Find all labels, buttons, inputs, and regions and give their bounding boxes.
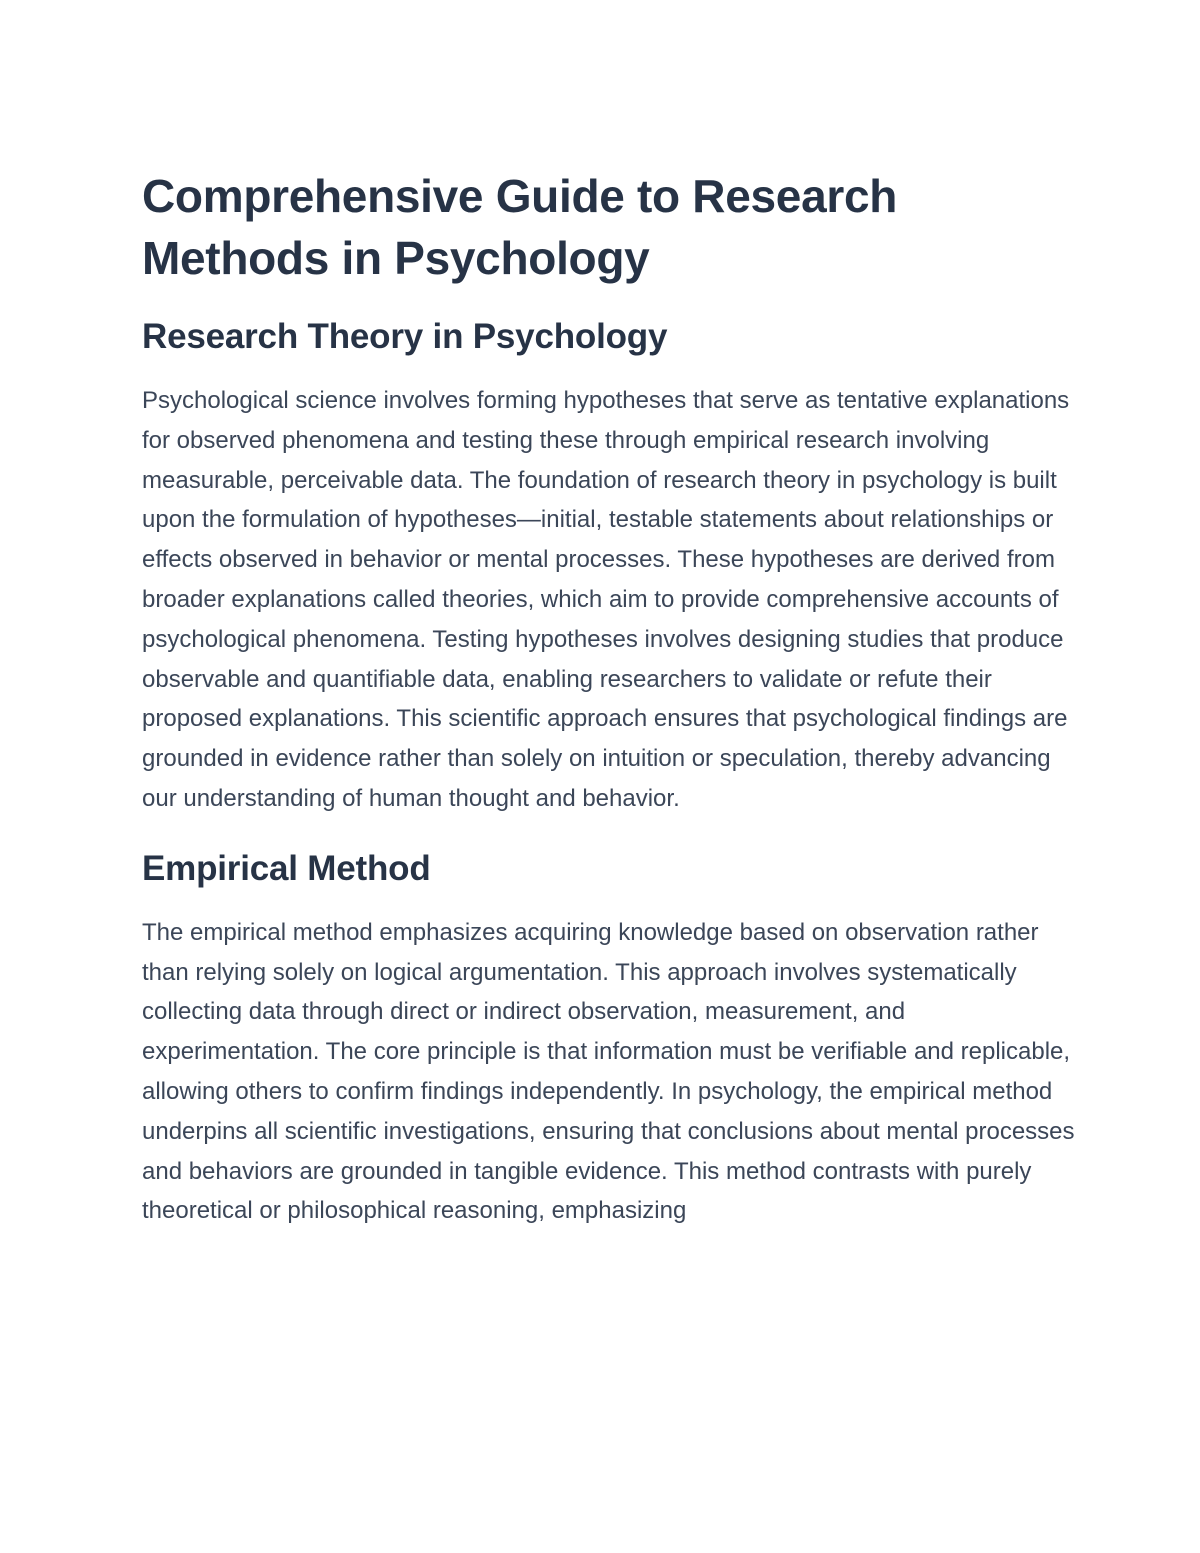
section-heading-research-theory: Research Theory in Psychology (142, 317, 668, 356)
section-body-empirical-method: The empirical method emphasizes acquiring knowledge based on observation rather than relying solely on logical argumentation. This approach involves systematically collecting data through direct or indirect observation, measurement, and experimentation. The core principle is that information must be verifiable and replicable, allowing others to confirm findings independently. In psychology, the empirical method underpins all scientific investigations, ensuring that conclusions about mental processes and behaviors are grounded in tangible evidence. This method contrasts with purely theoretical or philosophical reasoning, emphasizing (142, 918, 1075, 1225)
document-content (142, 165, 1082, 1231)
document-title: Comprehensive Guide to Research Methods in Psychology (142, 170, 898, 284)
section-heading-empirical-method: Empirical Method (142, 848, 431, 888)
section-body-research-theory: Psychological science involves forming hypotheses that serve as tentative explanations for observed phenomena and testing these through empirical research involving measurable, perceivable data. The foundation of research theory in psychology is built upon the formulation of hypotheses—initial, testable statements about relationships or effects observed in behavior or mental processes. These hypotheses are derived from broader explanations called theories, which aim to provide comprehensive accounts of psychological phenomena. Testing hypotheses involves designing studies that produce observable and quantifiable data, enabling researchers to validate or refute their proposed explanations. This scientific approach ensures that psychological findings are grounded in evidence rather than solely on intuition or speculation, thereby advancing our understanding of human thought and behavior. (142, 387, 1070, 812)
